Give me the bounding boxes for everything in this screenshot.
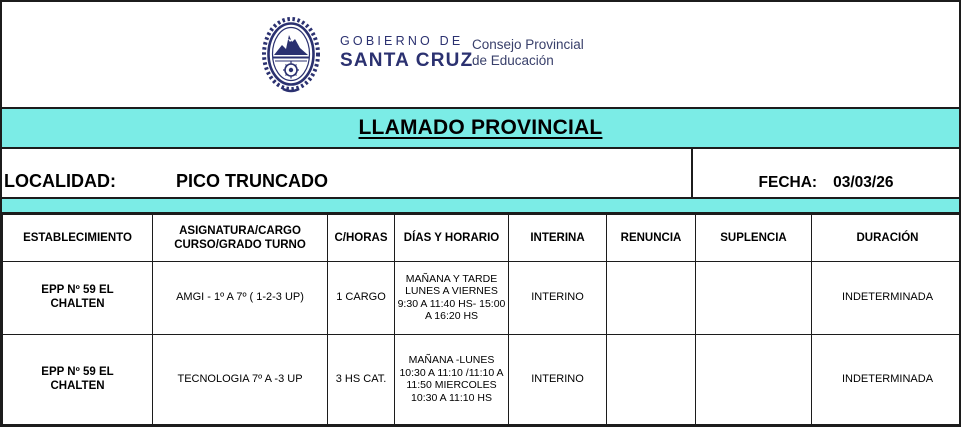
cell-establecimiento: EPP Nº 59 EL CHALTEN [3, 262, 153, 335]
col-header-interina: INTERINA [509, 215, 607, 262]
cell-suplencia [696, 335, 812, 425]
title-band [2, 107, 959, 149]
col-header-suplencia: SUPLENCIA [696, 215, 812, 262]
col-header-renuncia: RENUNCIA [607, 215, 696, 262]
fecha-label: FECHA: [758, 174, 818, 191]
location-date-row [2, 149, 959, 197]
cell-asignatura-cargo: AMGI - 1º A 7º ( 1-2-3 UP) [153, 262, 328, 335]
col-header-duracion: DURACIÓN [812, 215, 961, 262]
table-header-row [3, 215, 961, 262]
col-header-dias-y-horario: DÍAS Y HORARIO [395, 215, 509, 262]
santa-cruz-coat-of-arms-icon [259, 15, 323, 94]
page-title: LLAMADO PROVINCIAL [358, 116, 603, 139]
cell-establecimiento: EPP Nº 59 EL CHALTEN [3, 335, 153, 425]
cell-c-horas: 1 CARGO [328, 262, 395, 335]
cell-interina: INTERINO [509, 262, 607, 335]
gobierno-de-label: GOBIERNO DE [340, 34, 464, 48]
brand-header [2, 2, 959, 107]
localidad-label: LOCALIDAD: [4, 171, 116, 191]
consejo-line-1: Consejo Provincial [472, 37, 584, 52]
cell-renuncia [607, 335, 696, 425]
consejo-provincial-block [472, 37, 584, 69]
cell-duracion: INDETERMINADA [812, 262, 961, 335]
cell-suplencia [696, 262, 812, 335]
col-header-c-horas: C/HORAS [328, 215, 395, 262]
cell-renuncia [607, 262, 696, 335]
table-row [3, 262, 961, 335]
localidad-cell [2, 149, 691, 197]
cell-interina: INTERINO [509, 335, 607, 425]
fecha-value: 03/03/26 [833, 174, 894, 191]
cell-duracion: INDETERMINADA [812, 335, 961, 425]
santa-cruz-label: SANTA CRUZ [340, 50, 474, 71]
col-header-establecimiento: ESTABLECIMIENTO [3, 215, 153, 262]
table-wrap [2, 214, 959, 425]
col-header-asignatura-cargo: ASIGNATURA/CARGO CURSO/GRADO TURNO [153, 215, 328, 262]
fecha-cell [691, 149, 959, 197]
separator-band [2, 197, 959, 214]
llamado-table [2, 214, 961, 425]
cell-dias-y-horario: MAÑANA Y TARDE LUNES A VIERNES 9:30 A 11:40 HS- 15:00 A 16:20 HS [395, 262, 509, 335]
consejo-line-2: de Educación [472, 52, 554, 68]
government-wordmark [340, 34, 473, 72]
localidad-value: PICO TRUNCADO [175, 171, 328, 191]
cell-c-horas: 3 HS CAT. [328, 335, 395, 425]
cell-asignatura-cargo: TECNOLOGIA 7º A -3 UP [153, 335, 328, 425]
table-row [3, 335, 961, 425]
cell-dias-y-horario: MAÑANA -LUNES 10:30 A 11:10 /11:10 A 11:50 MIERCOLES 10:30 A 11:10 HS [395, 335, 509, 425]
